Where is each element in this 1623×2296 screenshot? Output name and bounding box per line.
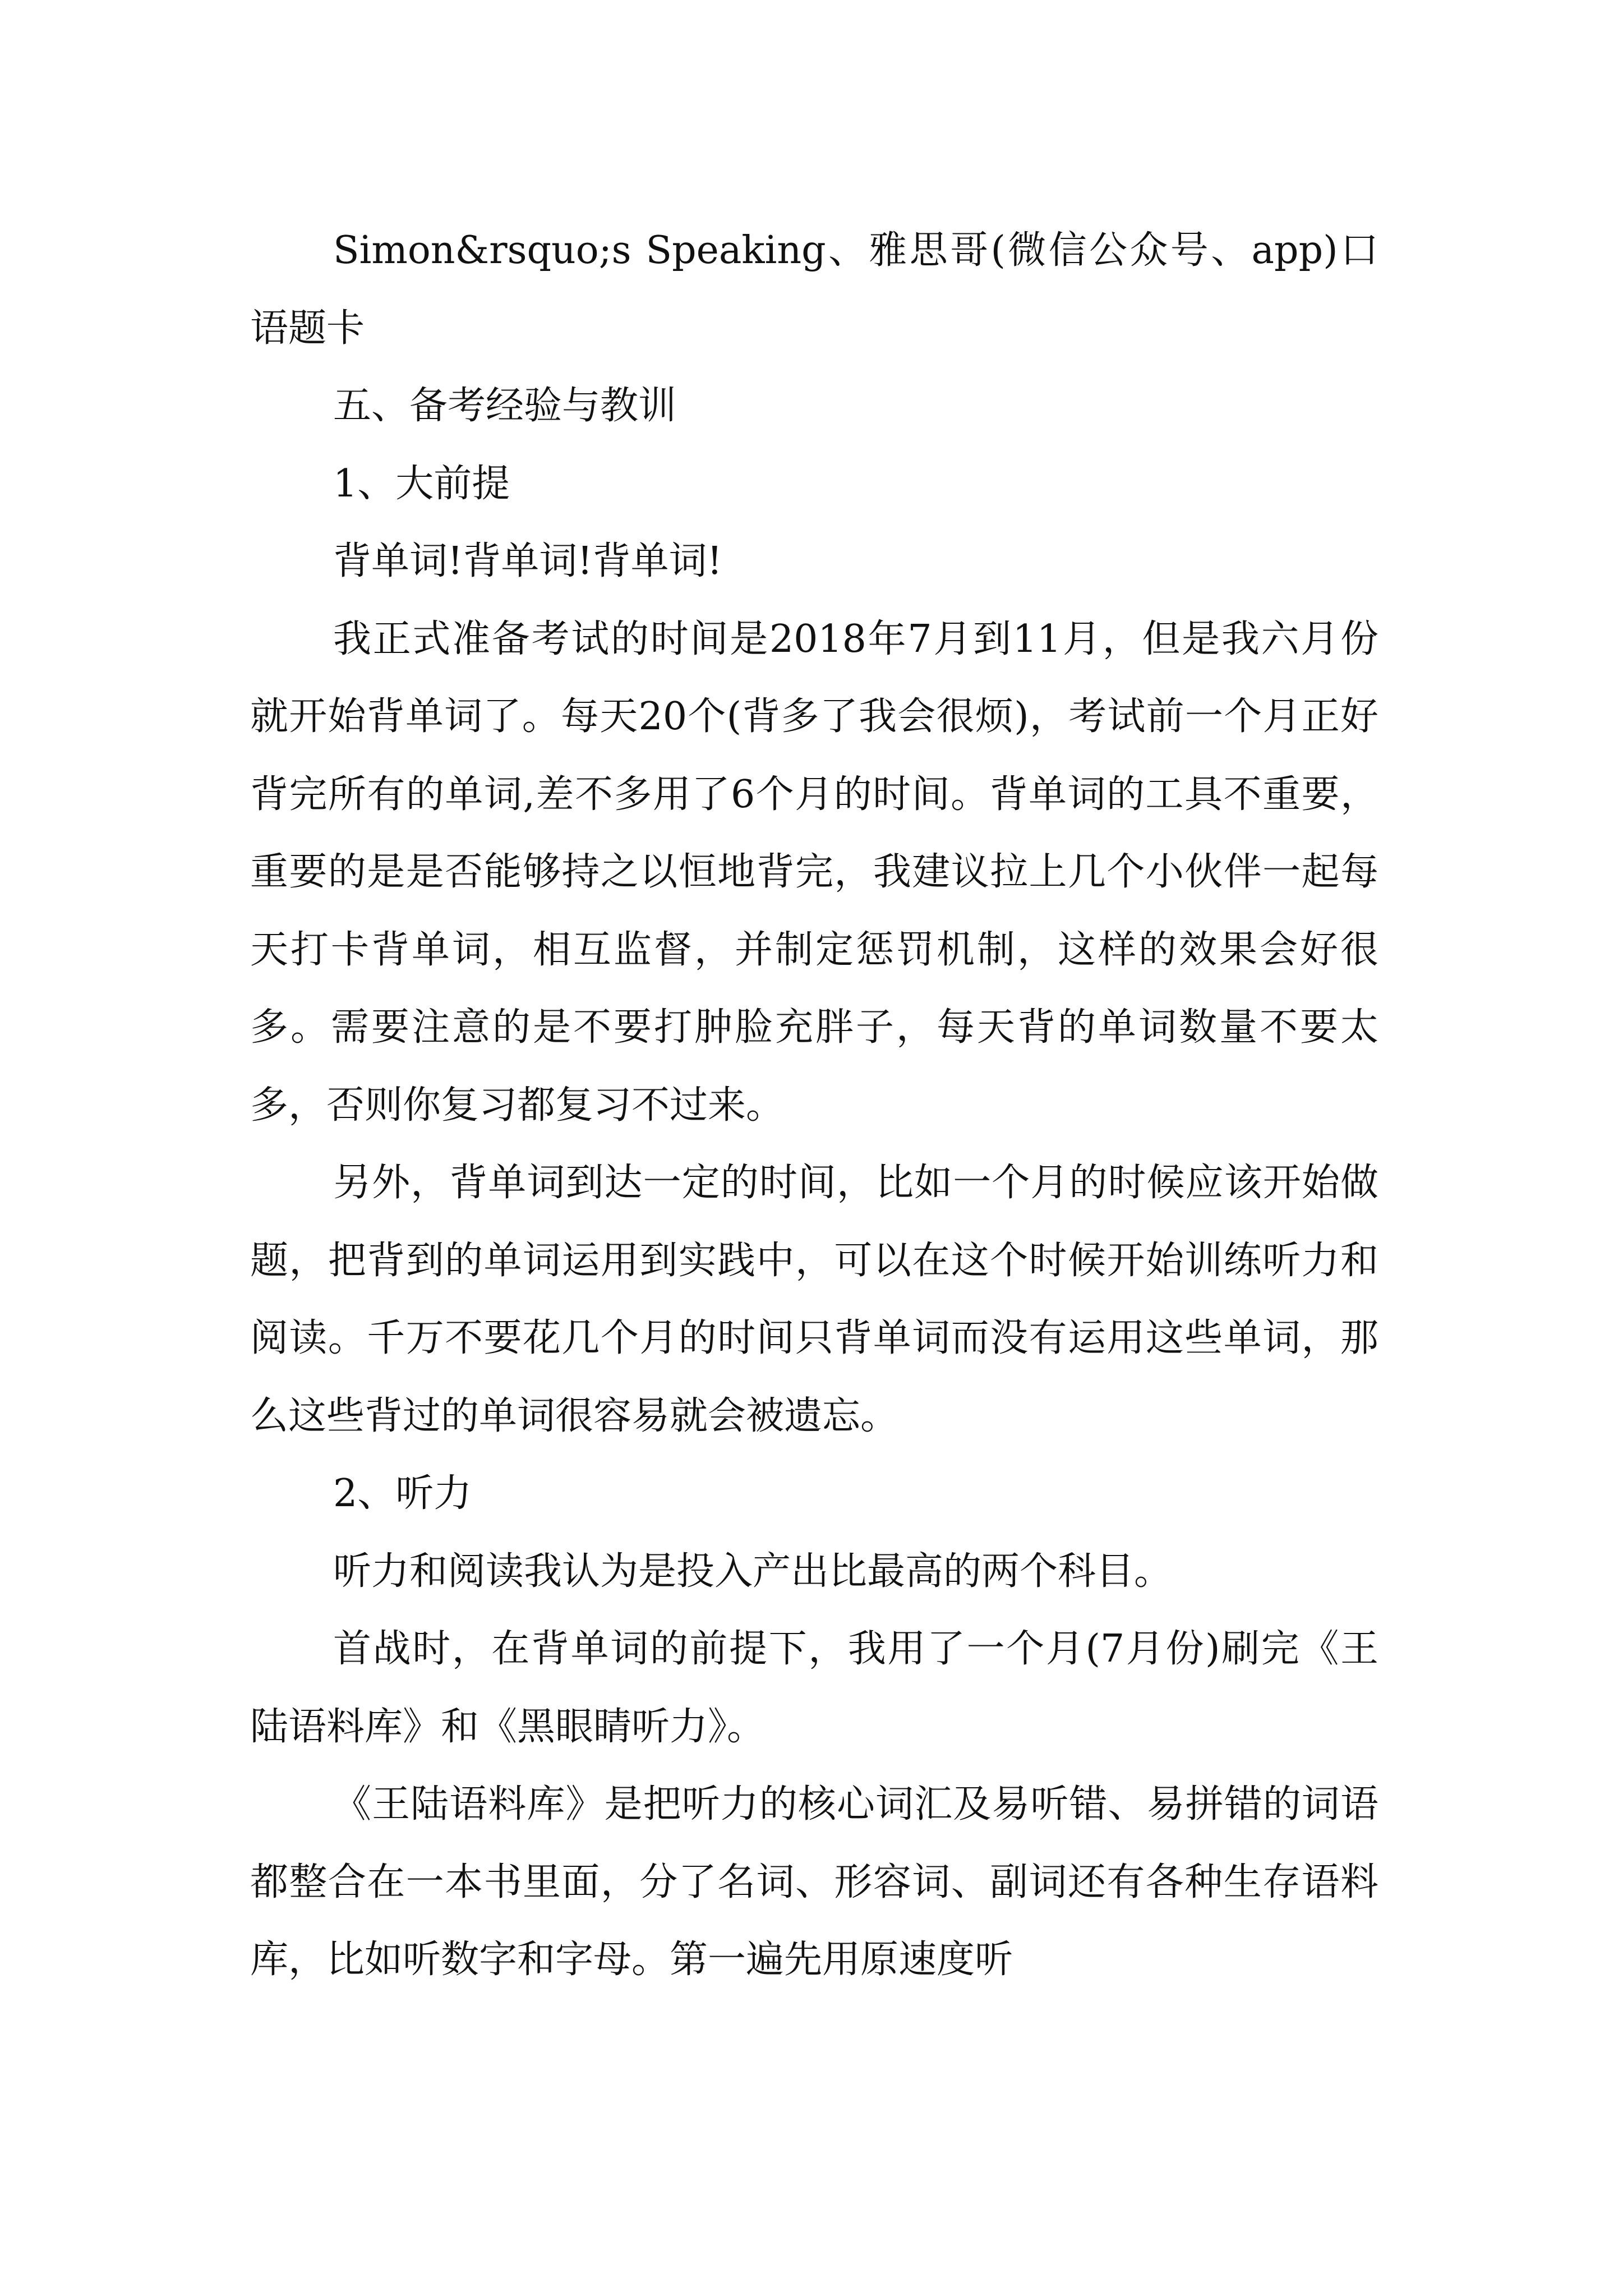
document-body	[250, 212, 1378, 1999]
subheading-listening: 2、听力	[333, 1471, 472, 1516]
paragraph-practice-advice: 另外，背单词到达一定的时间，比如一个月的时候应该开始做题，把背到的单词运用到实践中，可以在这个时候开始训练听力和阅读。千万不要花几个月的时间只背单词而没有运用这些单词，那么这些背过的单词很容易就会被遗忘。	[250, 1161, 1378, 1438]
paragraph-study-materials: Simon&rsquo;s Speaking、雅思哥(微信公众号、app)口语题卡	[250, 228, 1378, 351]
paragraph-preparation-timeline: 我正式准备考试的时间是2018年7月到11月，但是我六月份就开始背单词了。每天20个(背多了我会很烦)，考试前一个月正好背完所有的单词,差不多用了6个月的时间。背单词的工具不重要，重要的是是否能够持之以恒地背完，我建议拉上几个小伙伴一起每天打卡背单词，相互监督，并制定惩罚机制，这样的效果会好很多。需要注意的是不要打肿脸充胖子，每天背的单词数量不要太多，否则你复习都复习不过来。	[250, 616, 1378, 1128]
section-heading-experience: 五、备考经验与教训	[333, 384, 677, 428]
paragraph-wanglu-corpus: 《王陆语料库》是把听力的核心词汇及易听错、易拼错的词语都整合在一本书里面，分了名词、形容词、副词还有各种生存语料库，比如听数字和字母。第一遍先用原速度听	[250, 1782, 1378, 1982]
paragraph-listening-reading: 听力和阅读我认为是投入产出比最高的两个科目。	[333, 1549, 1173, 1594]
subheading-premise: 1、大前提	[333, 461, 510, 506]
paragraph-memorize-words: 背单词!背单词!背单词!	[333, 539, 722, 583]
paragraph-first-attempt: 首战时，在背单词的前提下，我用了一个月(7月份)刷完《王陆语料库》和《黑眼睛听力》。	[250, 1627, 1378, 1749]
